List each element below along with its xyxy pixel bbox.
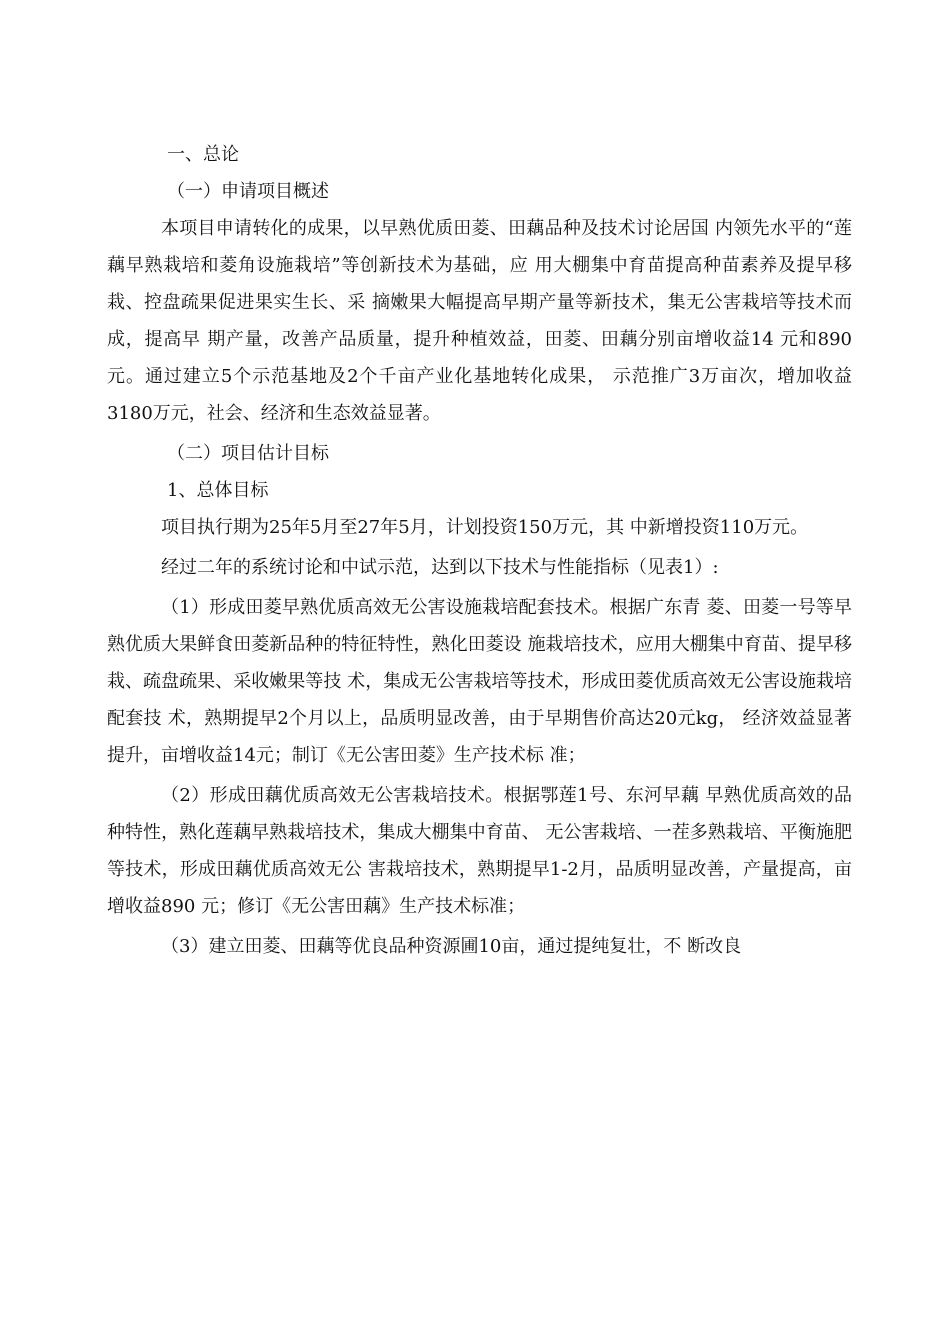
item-title-overall-goal: 1、总体目标 <box>167 480 269 501</box>
paragraph-overview: 本项目申请转化的成果，以早熟优质田菱、田藕品种及技术讨论居国 内领先水平的“莲藕早熟栽培和菱角设施栽培”等创新技术为基础，应 用大棚集中育苗提高种苗素养及提早移栽、控盘疏果促进果实生长、采 摘嫩果大幅提高早期产量等新技术，集无公害栽培等技术而成，提高早 期产量，改善产品质量，提升种植效益，田菱、田藕分别亩增收益14 元和890元。通过建立5个示范基地及2个千亩产业化基地转化成果， 示范推广3万亩次，增加收益3180万元，社会、经济和生态效益显著。 <box>107 218 852 424</box>
document-body <box>107 136 852 965</box>
subsection-title-overview: （一）申请项目概述 <box>167 181 329 202</box>
subsection-title-goals: （二）项目估计目标 <box>167 443 329 464</box>
paragraph-item-1: （1）形成田菱早熟优质高效无公害设施栽培配套技术。根据广东青 菱、田菱一号等早熟优质大果鲜食田菱新品种的特征特性，熟化田菱设 施栽培技术，应用大棚集中育苗、提早移栽、疏盘疏果、采收嫩果等技 术，集成无公害栽培等技术，形成田菱优质高效无公害设施栽培配套技 术，熟期提早2个月以上，品质明显改善，由于早期售价高达20元kg， 经济效益显著提升，亩增收益14元；制订《无公害田菱》生产技术标 准； <box>107 597 852 766</box>
paragraph-indicators: 经过二年的系统讨论和中试示范，达到以下技术与性能指标（见表1）: <box>161 557 719 578</box>
paragraph-item-3: （3）建立田菱、田藕等优良品种资源圃10亩，通过提纯复壮，不 断改良 <box>161 936 742 957</box>
paragraph-execution-period: 项目执行期为25年5月至27年5月，计划投资150万元，其 中新增投资110万元。 <box>161 517 809 538</box>
section-title: 一、总论 <box>167 144 239 165</box>
paragraph-item-2: （2）形成田藕优质高效无公害栽培技术。根据鄂莲1号、东河早藕 早熟优质高效的品种特性，熟化莲藕早熟栽培技术，集成大棚集中育苗、 无公害栽培、一茬多熟栽培、平衡施肥等技术，形成田藕优质高效无公 害栽培技术，熟期提早1-2月，品质明显改善，产量提高，亩增收益890 元；修订《无公害田藕》生产技术标准； <box>107 785 852 917</box>
